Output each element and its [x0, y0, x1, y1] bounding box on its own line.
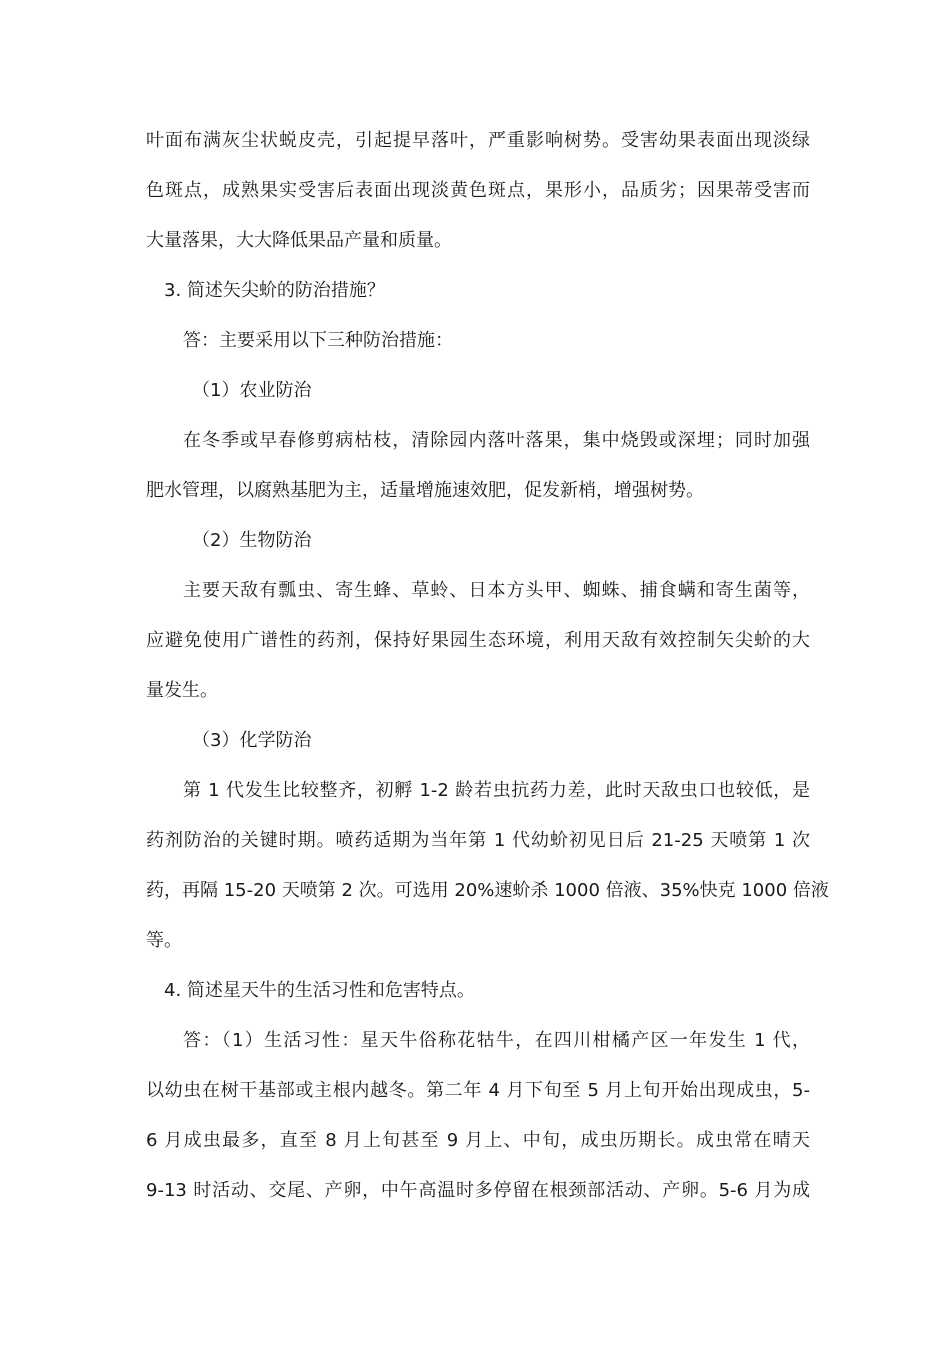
question-heading: 3. 简述矢尖蚧的防治措施？ — [164, 280, 385, 301]
paragraph-line: 答：（1）生活习性：星天牛俗称花牯牛，在四川柑橘产区一年发生 1 代， — [183, 1030, 810, 1051]
paragraph-line: 量发生。 — [146, 680, 218, 701]
paragraph-line: 大量落果，大大降低果品产量和质量。 — [146, 230, 452, 251]
paragraph-line: 等。 — [146, 930, 182, 951]
paragraph-line: 叶面布满灰尘状蜕皮壳，引起提早落叶，严重影响树势。受害幼果表面出现淡绿 — [146, 130, 810, 151]
subheading-agricultural-control: （1）农业防治 — [192, 380, 312, 401]
subheading-biological-control: （2）生物防治 — [192, 530, 312, 551]
answer-intro: 答：主要采用以下三种防治措施： — [183, 330, 453, 351]
paragraph-line: 药剂防治的关键时期。喷药适期为当年第 1 代幼蚧初见日后 21-25 天喷第 1 次 — [146, 830, 810, 851]
paragraph-line: 主要天敌有瓢虫、寄生蜂、草蛉、日本方头甲、蜘蛛、捕食螨和寄生菌等， — [183, 580, 810, 601]
paragraph-line: 药，再隔 15-20 天喷第 2 次。可选用 20%速蚧杀 1000 倍液、35%快克 1000 倍液 — [146, 880, 829, 901]
subheading-chemical-control: （3）化学防治 — [192, 730, 312, 751]
paragraph-line: 在冬季或早春修剪病枯枝，清除园内落叶落果，集中烧毁或深埋；同时加强 — [183, 430, 810, 451]
document-body — [146, 121, 829, 1221]
paragraph-line: 第 1 代发生比较整齐，初孵 1-2 龄若虫抗药力差，此时天敌虫口也较低，是 — [183, 780, 810, 801]
paragraph-line: 9-13 时活动、交尾、产卵，中午高温时多停留在根颈部活动、产卵。5-6 月为成 — [146, 1180, 810, 1201]
question-heading: 4. 简述星天牛的生活习性和危害特点。 — [164, 980, 475, 1001]
paragraph-line: 肥水管理，以腐熟基肥为主，适量增施速效肥，促发新梢，增强树势。 — [146, 480, 704, 501]
paragraph-line: 6 月成虫最多，直至 8 月上旬甚至 9 月上、中旬，成虫历期长。成虫常在晴天 — [146, 1130, 810, 1151]
paragraph-line: 应避免使用广谱性的药剂，保持好果园生态环境，利用天敌有效控制矢尖蚧的大 — [146, 630, 810, 651]
paragraph-line: 以幼虫在树干基部或主根内越冬。第二年 4 月下旬至 5 月上旬开始出现成虫，5- — [146, 1080, 810, 1101]
paragraph-line: 色斑点，成熟果实受害后表面出现淡黄色斑点，果形小，品质劣；因果蒂受害而 — [146, 180, 810, 201]
